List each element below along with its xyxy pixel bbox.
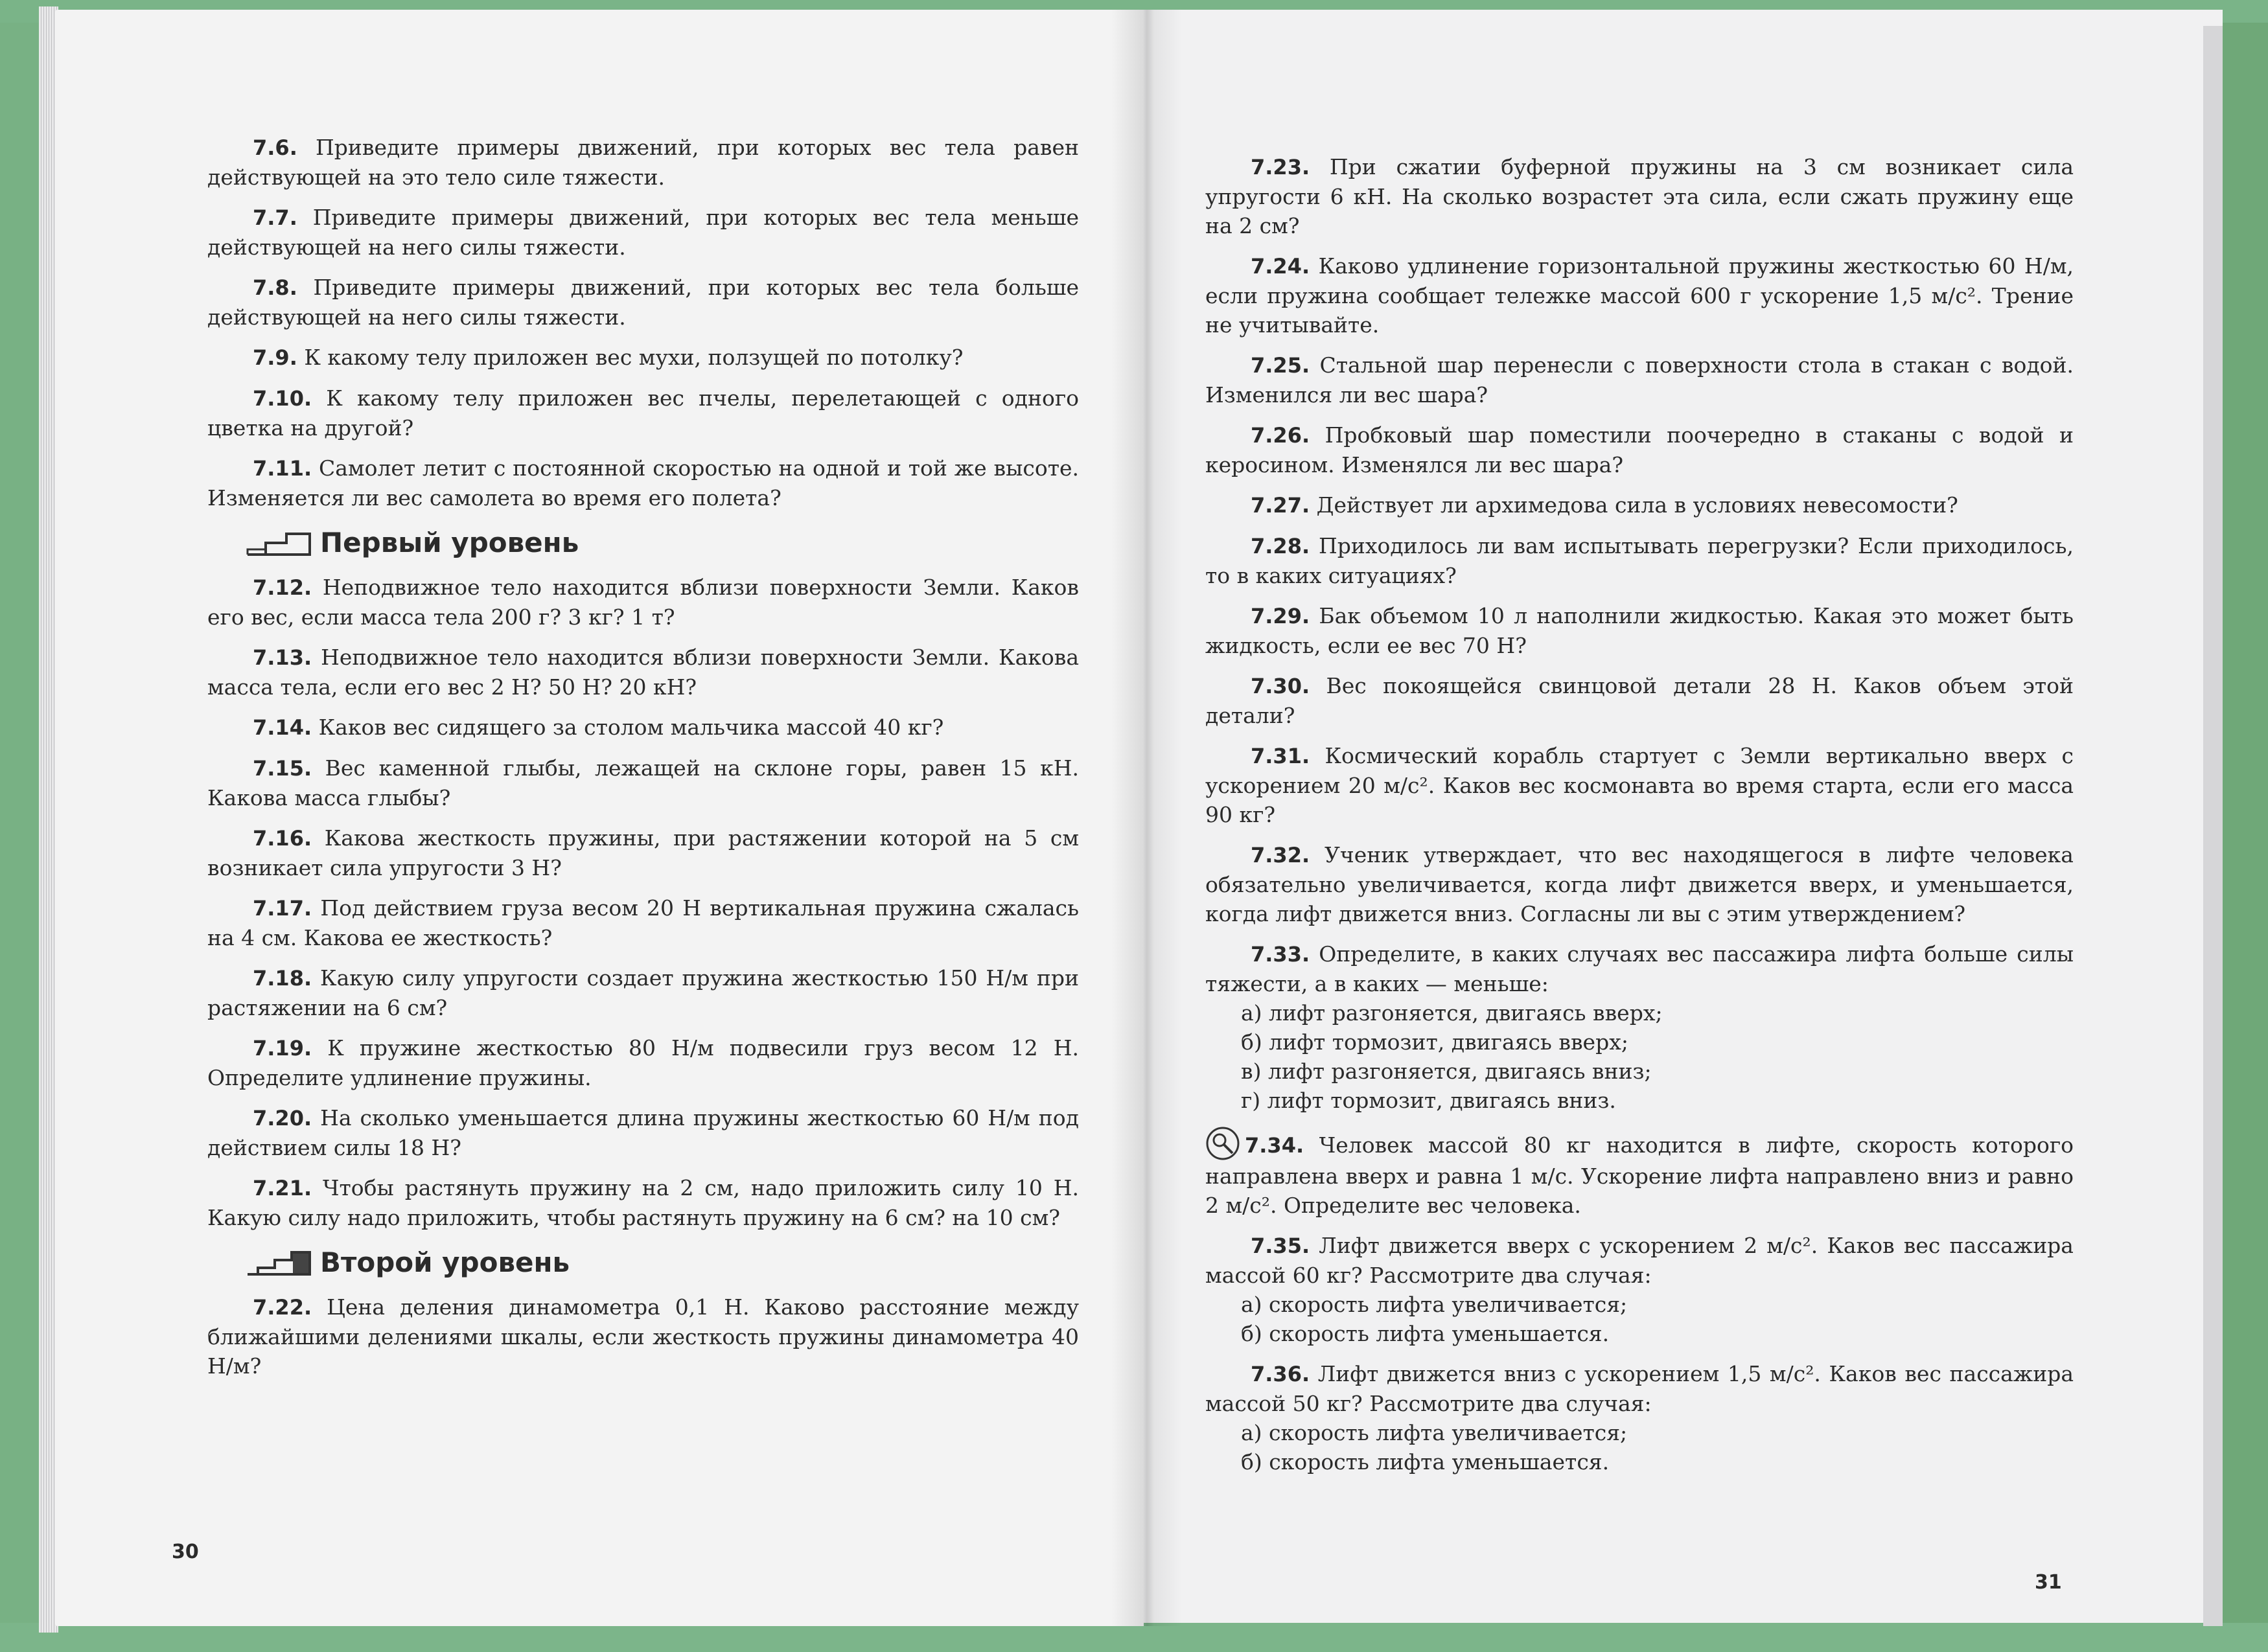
problem-7-7: 7.7. Приведите примеры движений, при которых вес тела меньше действующей на него силы тяжести. [207, 205, 1079, 260]
problem-7-27: 7.27. Действует ли архимедова сила в условиях невесомости? [1251, 492, 1958, 518]
problem-7-16: 7.16. Какова жесткость пружины, при растяжении которой на 5 см возникает сила упругости 3 Н? [207, 825, 1079, 880]
problem-7-14: 7.14. Каков вес сидящего за столом мальчика массой 40 кг? [253, 715, 944, 740]
problem-7-22: 7.22. Цена деления динамометра 0,1 Н. Каково расстояние между ближайшими делениями шкалы, если жесткость пружины динамометра 40 Н/м? [207, 1294, 1079, 1379]
right-page-number: 31 [2035, 1571, 2062, 1594]
problem-7-26: 7.26. Пробковый шар поместили поочередно в стаканы с водой и керосином. Изменялся ли вес шара? [1205, 422, 2074, 477]
option-b: б) скорость лифта уменьшается. [1241, 1449, 1610, 1474]
right-problems [1205, 152, 2074, 928]
level-1-problems [207, 573, 1079, 1232]
problem-7-25: 7.25. Стальной шар перенесли с поверхности стола в стакан с водой. Изменился ли вес шара? [1205, 352, 2074, 407]
right-page-edge [2203, 26, 2223, 1626]
intro-problems [207, 133, 1079, 512]
problem-7-19: 7.19. К пружине жесткостью 80 Н/м подвесили груз весом 12 Н. Определите удлинение пружины. [207, 1035, 1079, 1090]
level-2-heading [246, 1246, 1079, 1278]
option-c: в) лифт разгоняется, двигаясь вниз; [1241, 1059, 1652, 1084]
problem-7-6: 7.6. Приведите примеры движений, при которых вес тела равен действующей на это тело силе тяжести. [207, 135, 1079, 190]
problem-7-29: 7.29. Бак объемом 10 л наполнили жидкостью. Какая это может быть жидкость, если ее вес 70 Н? [1205, 603, 2074, 658]
problem-7-21: 7.21. Чтобы растянуть пружину на 2 см, надо приложить силу 10 Н. Какую силу надо приложить, чтобы растянуть пружину на 6 см? на 10 см? [207, 1175, 1079, 1230]
problem-7-18: 7.18. Какую силу упругости создает пружина жесткостью 150 Н/м при растяжении на 6 см? [207, 965, 1079, 1020]
problem-7-33: 7.33. Определите, в каких случаях вес пассажира лифта больше силы тяжести, а в каких — меньше: а) лифт разгоняется, двигаясь вверх; б) лифт тормозит, двигаясь вверх; в) лифт разгоняется, двигаясь вниз; г) лифт тормозит, двигаясь вниз. [1205, 939, 2074, 1115]
problem-7-9: 7.9. К какому телу приложен вес мухи, ползущей по потолку? [253, 345, 964, 370]
problem-7-23: 7.23. При сжатии буферной пружины на 3 см возникает сила упругости 6 кН. На сколько возрастет эта сила, если сжать пружину еще на 2 см? [1205, 154, 2074, 238]
stairs-level-2-icon [246, 1250, 311, 1276]
option-a: а) скорость лифта увеличивается; [1241, 1292, 1628, 1317]
problem-7-36: 7.36. Лифт движется вниз с ускорением 1,5 м/с². Каков вес пассажира массой 50 кг? Рассмотрите два случая: а) скорость лифта увеличивается; б) скорость лифта уменьшается. [1205, 1359, 2074, 1476]
problem-7-12: 7.12. Неподвижное тело находится вблизи поверхности Земли. Каков его вес, если масса тела 200 г? 3 кг? 1 т? [207, 575, 1079, 630]
level-1-title: Первый уровень [320, 527, 579, 558]
left-column [207, 133, 1079, 1392]
option-b: б) лифт тормозит, двигаясь вверх; [1241, 1029, 1628, 1055]
option-a: а) лифт разгоняется, двигаясь вверх; [1241, 1000, 1663, 1026]
problem-7-11: 7.11. Самолет летит с постоянной скоростью на одной и той же высоте. Изменяется ли вес самолета во время его полета? [207, 455, 1080, 511]
problem-7-8: 7.8. Приведите примеры движений, при которых вес тела больше действующей на него силы тяжести. [207, 275, 1079, 330]
problem-7-32: 7.32. Ученик утверждает, что вес находящегося в лифте человека обязательно увеличивается, когда лифт движется вверх, и уменьшается, когда лифт движется вниз. Согласны ли вы с этим утверждением? [1205, 842, 2074, 926]
book-spine [1111, 10, 1183, 1626]
level-2-title: Второй уровень [320, 1246, 570, 1278]
problem-7-15: 7.15. Вес каменной глыбы, лежащей на склоне горы, равен 15 кН. Какова масса глыбы? [207, 755, 1079, 810]
problem-7-34: 7.34. Человек массой 80 кг находится в лифте, скорость которого направлена вверх и равна 1 м/с. Ускорение лифта направлено вниз и равно 2 м/с². Определите вес человека. [1205, 1126, 2074, 1220]
background-bottom [0, 1623, 2268, 1652]
problem-7-20: 7.20. На сколько уменьшается длина пружины жесткостью 60 Н/м под действием силы 18 Н? [207, 1105, 1079, 1160]
option-b: б) скорость лифта уменьшается. [1241, 1321, 1610, 1346]
magnifier-key-icon [1205, 1126, 1241, 1162]
left-page-number: 30 [172, 1541, 199, 1563]
stairs-level-1-icon [246, 530, 311, 556]
level-1-heading [246, 527, 1079, 558]
problem-7-28: 7.28. Приходилось ли вам испытывать перегрузки? Если приходилось, то в каких ситуациях? [1205, 533, 2074, 588]
problem-7-31: 7.31. Космический корабль стартует с Земли вертикально вверх с ускорением 20 м/с². Каков вес космонавта во время старта, если его масса 90 кг? [1205, 743, 2074, 827]
problem-7-35: 7.35. Лифт движется вверх с ускорением 2 м/с². Каков вес пассажира массой 60 кг? Рассмотрите два случая: а) скорость лифта увеличивается; б) скорость лифта уменьшается. [1205, 1231, 2074, 1348]
problem-7-10: 7.10. К какому телу приложен вес пчелы, перелетающей с одного цветка на другой? [207, 385, 1079, 441]
problem-7-24: 7.24. Каково удлинение горизонтальной пружины жесткостью 60 Н/м, если пружина сообщает тележке массой 600 г ускорение 1,5 м/с². Трение не учитывайте. [1205, 253, 2074, 338]
option-a: а) скорость лифта увеличивается; [1241, 1420, 1628, 1445]
problem-7-13: 7.13. Неподвижное тело находится вблизи поверхности Земли. Какова масса тела, если его вес 2 Н? 50 Н? 20 кН? [207, 645, 1080, 700]
option-d: г) лифт тормозит, двигаясь вниз. [1241, 1088, 1616, 1113]
problem-7-17: 7.17. Под действием груза весом 20 Н вертикальная пружина сжалась на 4 см. Какова ее жесткость? [207, 895, 1079, 950]
problem-7-30: 7.30. Вес покоящейся свинцовой детали 28 Н. Каков объем этой детали? [1205, 673, 2074, 728]
right-column [1205, 152, 2074, 1487]
level-2-problems [207, 1292, 1079, 1381]
